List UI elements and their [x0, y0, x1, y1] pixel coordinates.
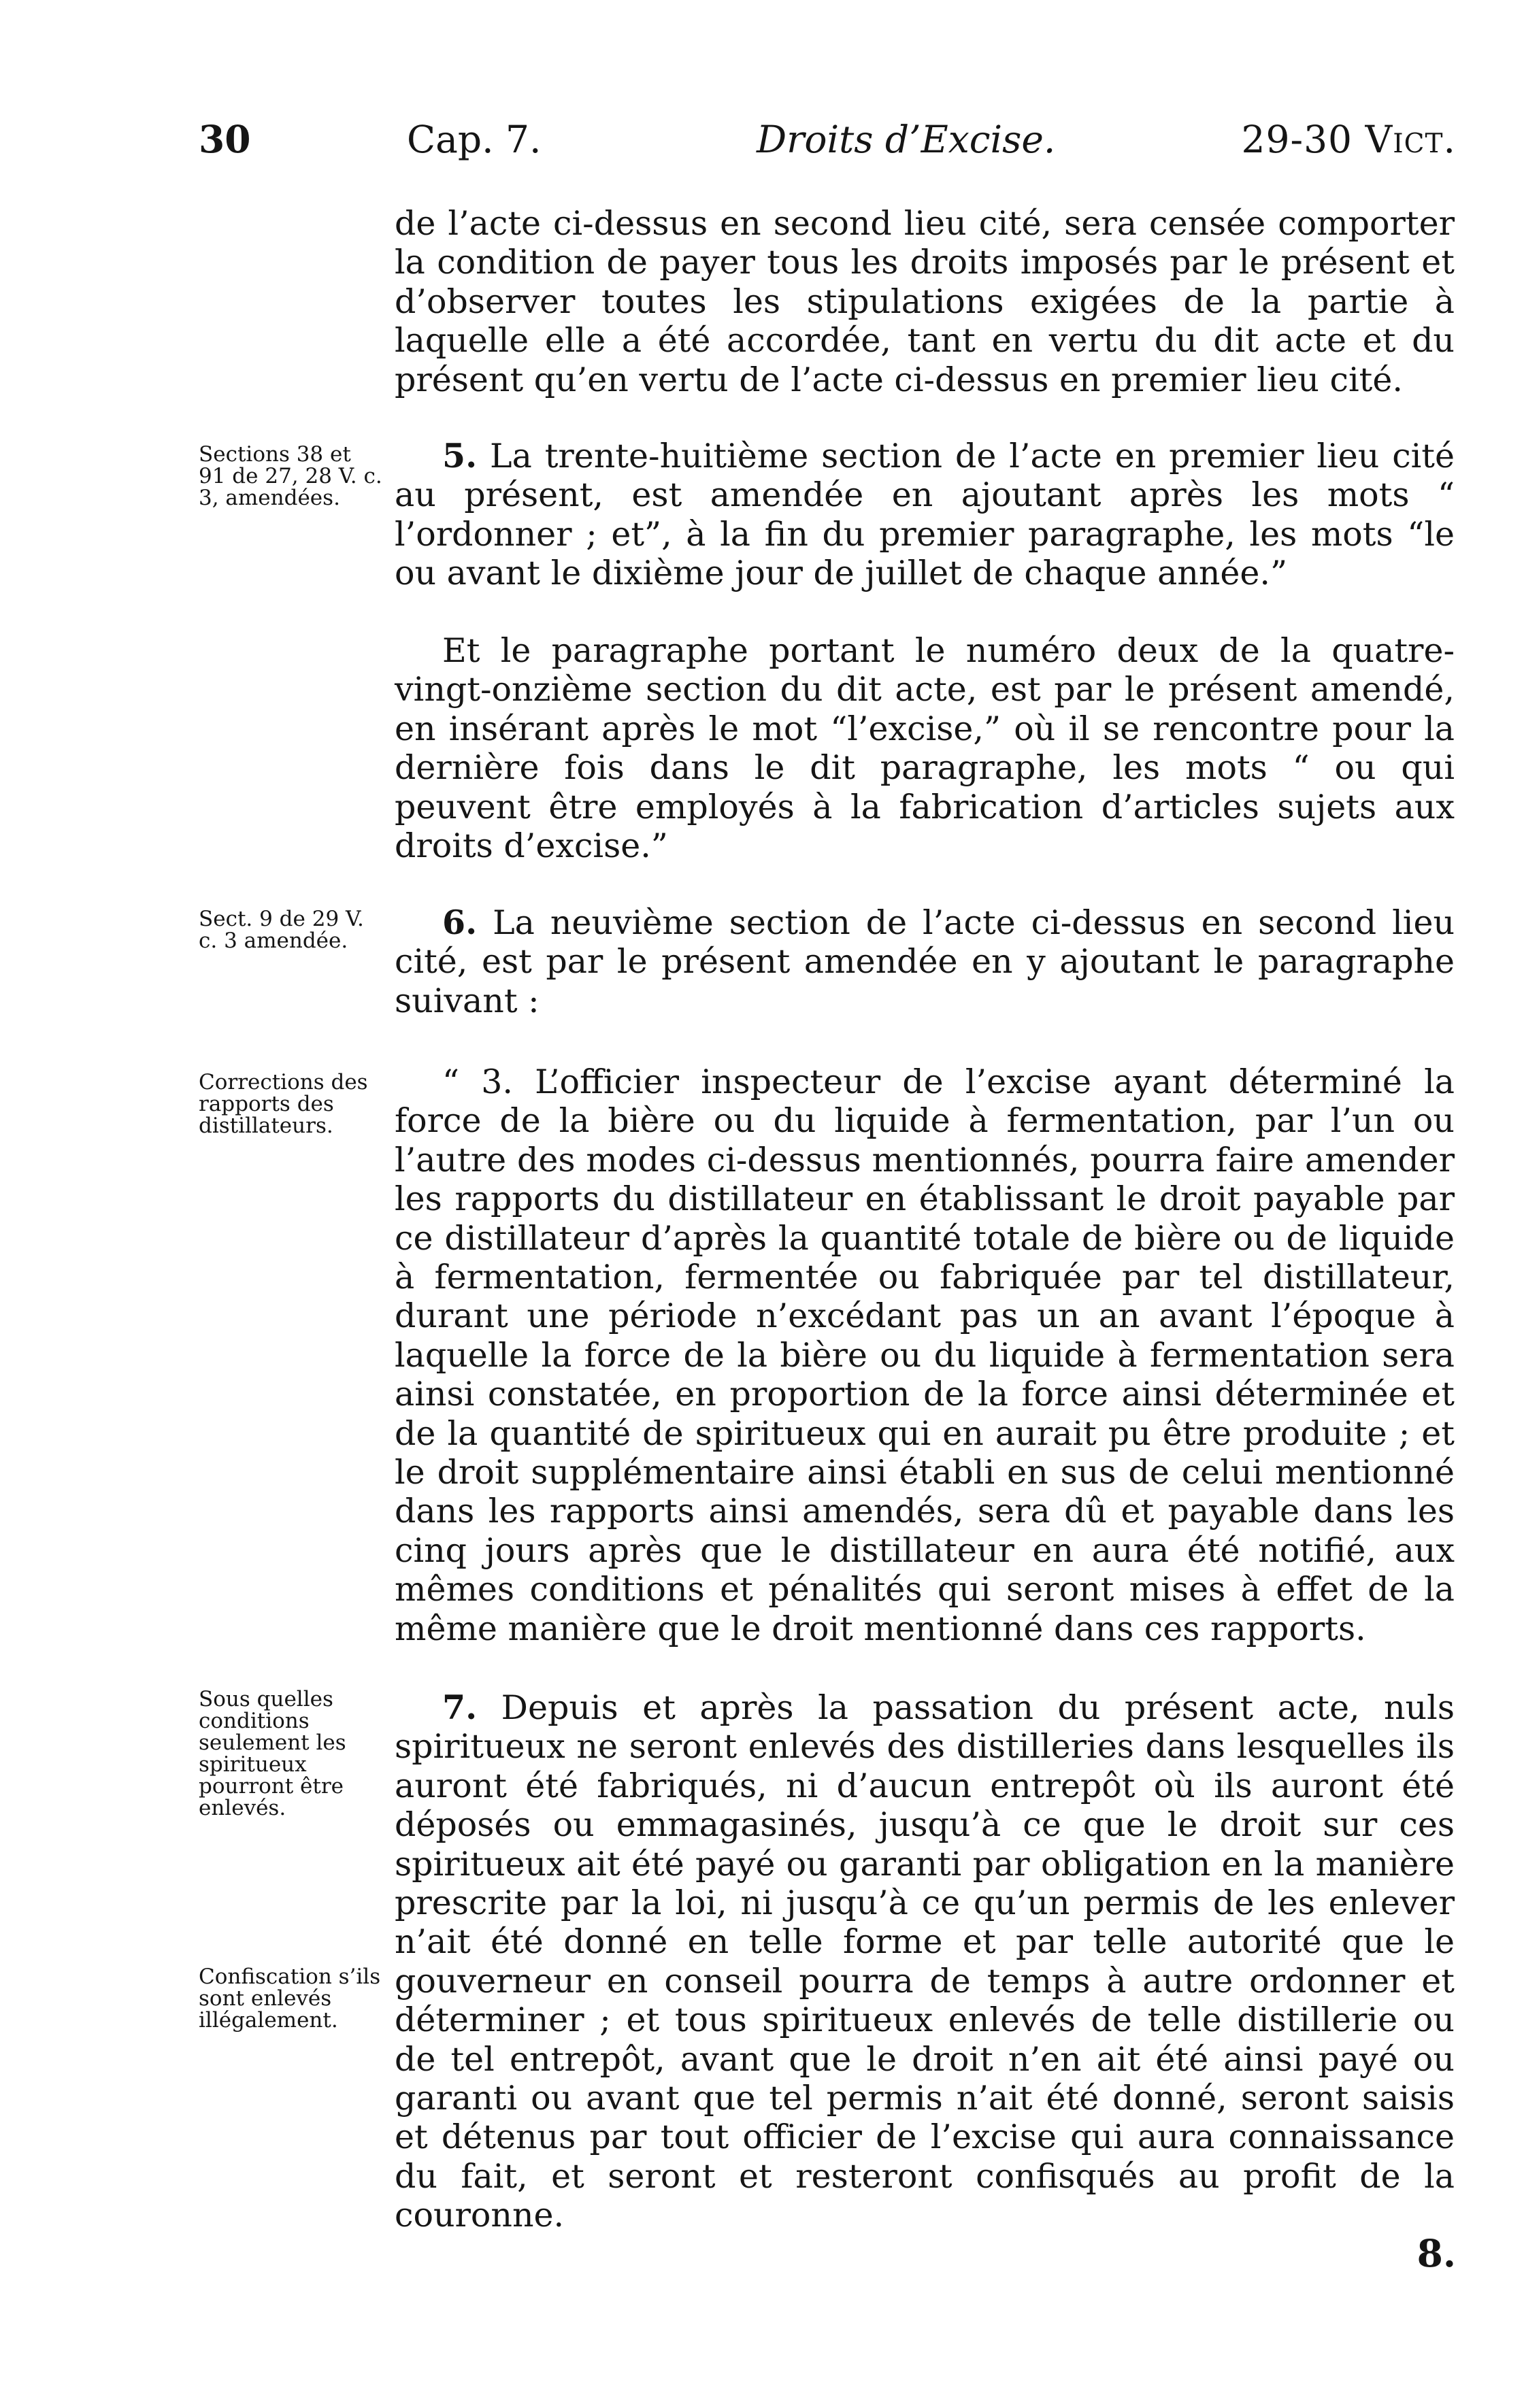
section-5-second-paragraph — [395, 631, 1455, 865]
margin-note-conditions: Sous quelles conditions seulement les spiritueux pourront être enlevés. — [199, 1687, 346, 1820]
section-7-number: 7. — [442, 1688, 478, 1727]
section-5-text — [395, 437, 1455, 593]
section-6-body: La neuvième section de l’acte ci-dessus en second lieu cité, est par le présent amendée en y ajoutant le paragraphe suivant : — [395, 903, 1455, 1020]
section-5-body: La trente-huitième section de l’acte en premier lieu cité au présent, est amendée en ajoutant après les mots “ l’ordonner ; et”, à la fin du premier paragraphe, les mots “le ou avant le dixième jour de juillet de chaque année.” — [395, 437, 1455, 593]
margin-note-corrections: Corrections des rapports des distillateurs. — [199, 1070, 368, 1138]
page-number: 30 — [199, 117, 251, 161]
section-5-number: 5. — [442, 436, 478, 475]
margin-note-sect-9: Sect. 9 de 29 V. c. 3 amendée. — [199, 907, 364, 953]
section-7-body: Depuis et après la passation du présent acte, nuls spiritueux ne seront enlevés des distilleries dans lesquelles ils auront été fabriqués, ni d’aucun entrepôt où ils auront été déposés ou emmagasinés, jusqu’à ce que le droit sur ces spiritueux ait été payé ou garanti par obligation en la manière prescrite par la loi, ni jusqu’à ce qu’un permis de les enlever n’ait été donné en telle forme et par telle autorité que le gouverneur en conseil pourra de temps à autre ordonner et déterminer ; et tous spiritueux enlevés de telle distillerie ou de tel entrepôt, avant que le droit n’en ait été ainsi payé ou garanti ou avant que tel permis n’ait été donné, seront saisis et détenus par tout officier de l’excise qui aura connaissance du fait, et seront et resteront confisqués au profit de la couronne. — [395, 1688, 1455, 2235]
section-7 — [395, 1688, 1455, 2235]
regnal-year: 29-30 Vict. — [1241, 118, 1456, 161]
paragraph-text: Et le paragraphe portant le numéro deux de la quatre-vingt-onzième section du dit acte, est par le présent amendé, en insérant après le mot “l’excise,” où il se rencontre pour la dernière fois dans le dit paragraphe, les mots “ ou qui peuvent être employés à la fabrication d’articles sujets aux droits d’excise.” — [395, 631, 1455, 866]
chapter-label: Cap. 7. — [407, 118, 542, 161]
section-6-paragraph-3 — [395, 1063, 1455, 1648]
section-6 — [395, 903, 1455, 1020]
paragraph-text: “ 3. L’officier inspecteur de l’excise ayant déterminé la force de la bière ou du liquide à fermentation, par l’un ou l’autre des modes ci-dessus mentionnés, pourra faire amender les rapports du distillateur en établissant le droit payable par ce distillateur d’après la quantité totale de bière ou de liquide à fermentation, fermentée ou fabriquée par tel distillateur, durant une période n’excédant pas un an avant l’époque à laquelle la force de la bière ou du liquide à fermentation sera ainsi constatée, en proportion de la force ainsi déterminée et de la quantité de spiritueux qui en aurait pu être produite ; et le droit supplémentaire ainsi établi en sus de celui mentionné dans les rapports ainsi amendés, sera dû et payable dans les cinq jours après que le distillateur en aura été notifié, aux mêmes conditions et pénalités qui seront mises à effet de la même manière que le droit mentionné dans ces rapports. — [395, 1063, 1455, 1648]
margin-note-confiscation: Confiscation s’ils sont enlevés illégalement. — [199, 1964, 381, 2033]
section-6-text — [395, 903, 1455, 1020]
running-title: Droits d’Excise. — [757, 118, 1056, 161]
paragraph-continuation — [395, 204, 1455, 399]
catchword: 8. — [1417, 2231, 1456, 2275]
margin-note-sections-38-91: Sections 38 et 91 de 27, 28 V. c. 3, amendées. — [199, 442, 382, 510]
paragraph-text: de l’acte ci-dessus en second lieu cité, sera censée comporter la condition de payer tous les droits imposés par le présent et d’observer toutes les stipulations exigées de la partie à laquelle elle a été accordée, tant en vertu du dit acte et du présent qu’en vertu de l’acte ci-dessus en premier lieu cité. — [395, 204, 1455, 399]
section-7-text — [395, 1688, 1455, 2235]
section-5 — [395, 437, 1455, 593]
section-6-number: 6. — [442, 903, 478, 942]
